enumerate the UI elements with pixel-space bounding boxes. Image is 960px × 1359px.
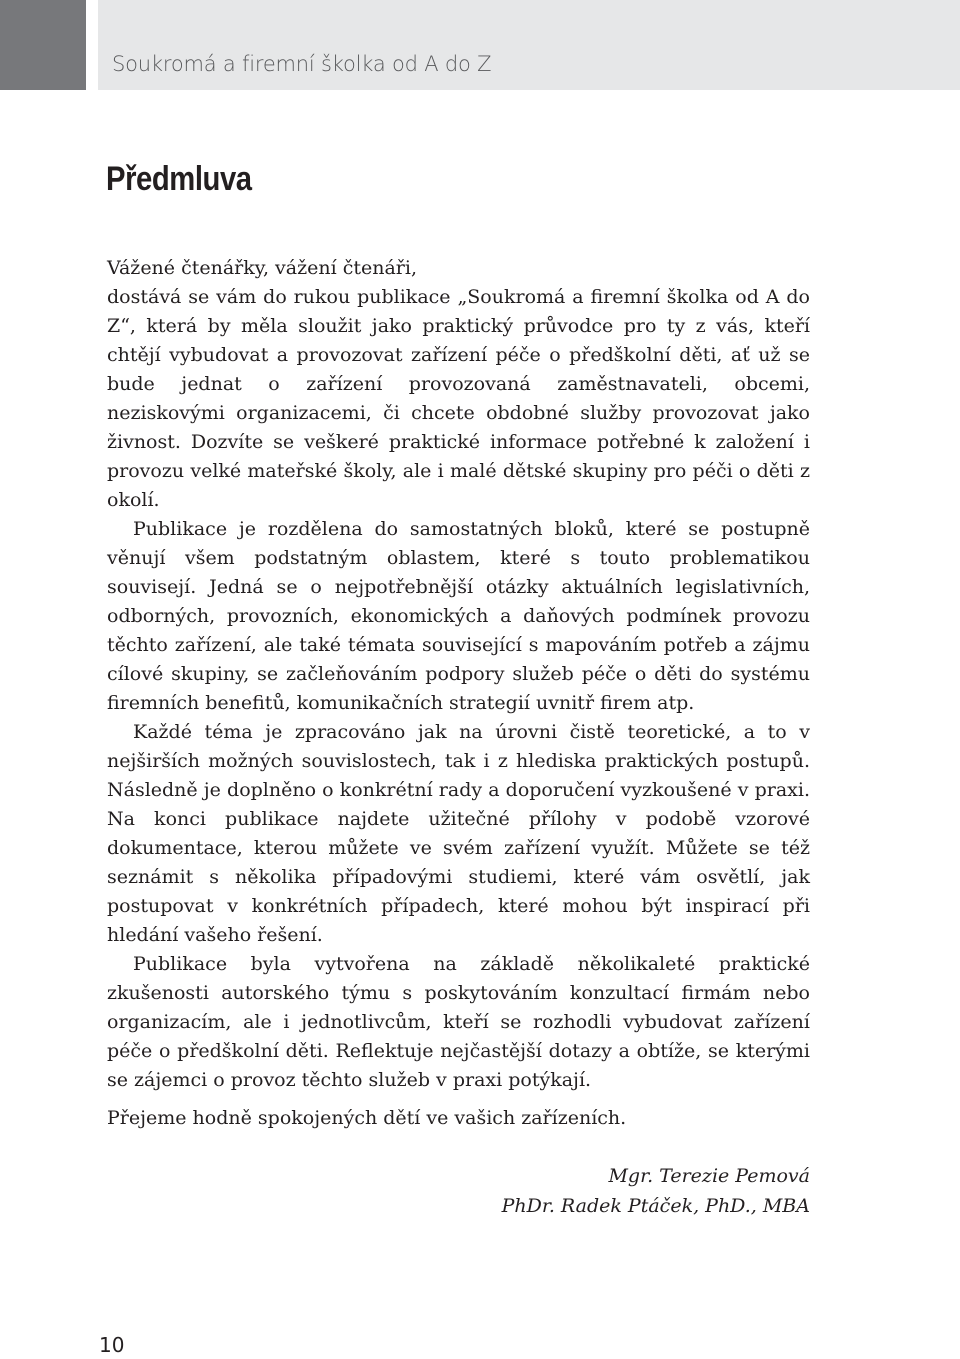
author-signature: Mgr. Terezie Pemová	[608, 1165, 810, 1187]
header-gray-block	[0, 0, 86, 90]
paragraph: dostává se vám do rukou publikace „Soukromá a firemní školka od A do Z“, která by měla sloužit jako praktický průvodce pro ty z vás, kteří chtějí vybudovat a provozovat zařízení péče o předškolní děti, ať už se bude jednat o zařízení provozovaná zaměstnavateli, obcemi, neziskovými organizacemi, či chcete obdobné služby provozovat jako živnost. Dozvíte se veškeré praktické informace potřebné k založení i provozu velké mateřské školy, ale i malé dětské skupiny pro péči o děti z okolí.	[107, 286, 810, 511]
paragraph: Publikace je rozdělena do samostatných bloků, které se postupně věnují všem podstatným oblastem, které s touto problematikou souvisejí. Jedná se o nejpotřebnější otázky aktuálních legislativních, odborných, provozních, ekonomických a daňových podmínek provozu těchto zařízení, ale také témata související s mapováním potřeb a zájmu cílové skupiny, se začleňováním podpory služeb péče o děti do systému firemních benefitů, komunikačních strategií uvnitř firem atp.	[107, 518, 810, 714]
preface-body	[107, 254, 810, 1095]
page-title: Předmluva	[106, 160, 252, 198]
running-title: Soukromá a firemní školka od A do Z	[112, 52, 492, 76]
author-signature: PhDr. Radek Ptáček, PhD., MBA	[501, 1195, 810, 1217]
page-number: 10	[99, 1333, 125, 1357]
salutation: Vážené čtenářky, vážení čtenáři,	[107, 257, 418, 279]
closing-line: Přejeme hodně spokojených dětí ve vašich zařízeních.	[107, 1107, 627, 1129]
signature-block	[502, 1161, 810, 1221]
paragraph: Každé téma je zpracováno jak na úrovni čistě teoretické, a to v nejširších možných souvislostech, tak i z hlediska praktických postupů. Následně je doplněno o konkrétní rady a doporučení vyzkoušené v praxi. Na konci publikace najdete užitečné přílohy v podobě vzorové dokumentace, kterou můžete ve svém zařízení využít. Můžete se též seznámit s několika případovými studiemi, které vám osvětlí, jak postupovat v konkrétních případech, které mohou být inspirací při hledání vašeho řešení.	[107, 721, 810, 946]
paragraph: Publikace byla vytvořena na základě několikaleté praktické zkušenosti autorského týmu s poskytováním konzultací firmám nebo organizacím, ale i jednotlivcům, kteří se rozhodli vybudovat zařízení péče o předškolní děti. Reflektuje nejčastější dotazy a obtíže, se kterými se zájemci o provoz těchto služeb v praxi potýkají.	[107, 953, 810, 1091]
running-header	[98, 0, 960, 90]
